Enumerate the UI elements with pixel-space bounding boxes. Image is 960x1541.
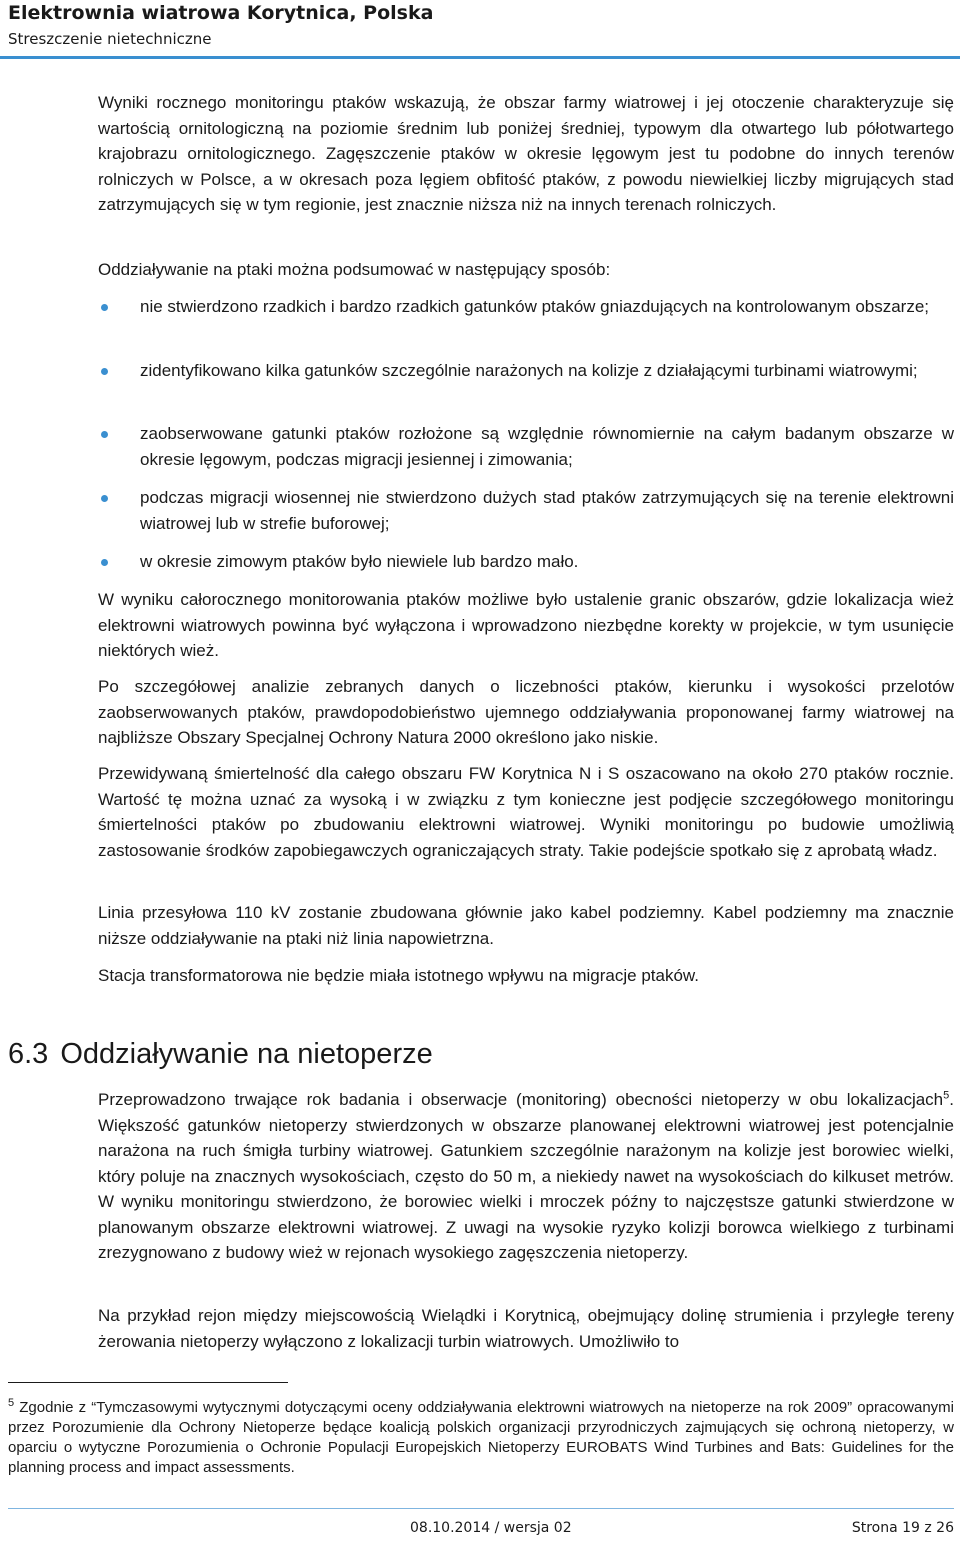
bullet-icon xyxy=(101,304,108,311)
bullet-icon xyxy=(101,431,108,438)
footnote-divider xyxy=(8,1382,288,1383)
footnote xyxy=(8,1398,954,1478)
paragraph-substation: Stacja transformatorowa nie będzie miała istotnego wpływu na migracje ptaków. xyxy=(98,966,699,985)
section-heading xyxy=(8,1038,433,1071)
document-subtitle: Streszczenie nietechniczne xyxy=(8,30,212,48)
bullet-icon xyxy=(101,559,108,566)
paragraph-impact-summary-intro: Oddziaływanie na ptaki można podsumować w następujący sposób: xyxy=(98,260,611,279)
list-item: nie stwierdzono rzadkich i bardzo rzadkich gatunków ptaków gniazdujących na kontrolowanym obszarze; xyxy=(140,297,930,316)
footer-page-number: Strona 19 z 26 xyxy=(851,1520,954,1536)
paragraph-monitoring-results: Wyniki rocznego monitoringu ptaków wskazują, że obszar farmy wiatrowej i jej otoczenie charakteryzuje się wartością ornitologiczną na poziomie średnim lub poniżej średniej, typowym dla otwartego lub półotwartego krajobrazu ornitologicznego. Zagęszczenie ptaków w okresie lęgowym jest tu podobne do innych terenów rolniczych w Polsce, a w okresach poza lęgiem obfitość ptaków, z powodu niewielkiej liczby migrujących stad zatrzymujących się w tym regionie, jest znacznie niższa niż na innych terenach rolniczych. xyxy=(98,93,954,214)
bullet-icon xyxy=(101,368,108,375)
footnote-reference[interactable]: 5 xyxy=(943,1089,950,1102)
list-item: zidentyfikowano kilka gatunków szczególnie narażonych na kolizje z działającymi turbinami wiatrowymi; xyxy=(140,361,918,380)
list-item: zaobserwowane gatunki ptaków rozłożone są względnie równomiernie na całym badanym obszarze w okresie lęgowym, podczas migracji jesiennej i zimowania; xyxy=(140,424,954,469)
paragraph-text: . Większość gatunków nietoperzy stwierdzonych w obszarze planowanej elektrowni wiatrowej jest potencjalnie narażona na ruch śmigła turbiny wiatrowej. Gatunkiem szczególnie narażonym na kolizje jest borowiec wielki, który poluje na znacznych wysokościach, często do 50 m, a niekiedy nawet na wysokościach do kilkuset metrów. W wyniku monitoringu stwierdzono, że borowiec wielki i mroczek późny to najczęstsze gatunki stwierdzone w planowanym obszarze elektrowni wiatrowej. Z uwagi na wysokie ryzyko kolizji borowca wielkiego z turbinami zrezygnowano z budowy wież w rejonach wysokiego zagęszczenia nietoperzy. xyxy=(98,1090,954,1262)
footer-date-version: 08.10.2014 / wersja 02 xyxy=(410,1520,572,1536)
paragraph-transmission-line: Linia przesyłowa 110 kV zostanie zbudowana głównie jako kabel podziemny. Kabel podziemny ma znacznie niższe oddziaływanie na ptaki niż linia napowietrzna. xyxy=(98,903,954,948)
document-title: Elektrownia wiatrowa Korytnica, Polska xyxy=(8,2,434,24)
header-divider xyxy=(0,56,960,59)
list-item: podczas migracji wiosennej nie stwierdzono dużych stad ptaków zatrzymujących się na terenie elektrowni wiatrowej lub w strefie buforowej; xyxy=(140,488,954,533)
paragraph-bat-monitoring xyxy=(98,1087,954,1266)
footer-divider xyxy=(8,1508,954,1509)
footnote-text: Zgodnie z “Tymczasowymi wytycznymi dotyczącymi oceny oddziaływania elektrowni wiatrowych na nietoperze na rok 2009” opracowanymi przez Porozumienie dla Ochrony Nietoperze będące koalicją polskich organizacji przyrodniczych zajmujących się ochroną nietoperzy, w oparciu o wytyczne Porozumienia o Ochronie Populacji Europejskich Nietoperzy EUROBATS Wind Turbines and Bats: Guidelines for the planning process and impact assessments. xyxy=(8,1399,954,1476)
paragraph-text: Przeprowadzono trwające rok badania i obserwacje (monitoring) obecności nietoperzy w obu lokalizacjach xyxy=(98,1090,944,1109)
section-number: 6.3 xyxy=(8,1038,49,1070)
page-header xyxy=(0,0,960,56)
bullet-icon xyxy=(101,495,108,502)
paragraph-boundaries: W wyniku całorocznego monitorowania ptaków możliwe było ustalenie granic obszarów, gdzie lokalizacja wież elektrowni wiatrowych powinna być wyłączona i wprowadzono niezbędne korekty w projekcie, w tym usunięcie niektórych wież. xyxy=(98,590,954,660)
section-title: Oddziaływanie na nietoperze xyxy=(60,1038,433,1070)
paragraph-natura-2000: Po szczegółowej analizie zebranych danych o liczebności ptaków, kierunku i wysokości przelotów zaobserwowanych ptaków, prawdopodobieństwo ujemnego oddziaływania proponowanej farmy wiatrowej na najbliższe Obszary Specjalnej Ochrony Natura 2000 określono jako niskie. xyxy=(98,677,954,747)
paragraph-mortality: Przewidywaną śmiertelność dla całego obszaru FW Korytnica N i S oszacowano na około 270 ptaków rocznie. Wartość tę można uznać za wysoką i w związku z tym konieczne jest podjęcie szczegółowego monitoringu śmiertelności ptaków po zbudowaniu elektrowni wiatrowej. Wyniki monitoringu po budowie umożliwią zastosowanie środków zapobiegawczych ograniczających straty. Takie podejście spotkało się z aprobatą władz. xyxy=(98,764,954,860)
footnote-number: 5 xyxy=(8,1397,15,1409)
list-item: w okresie zimowym ptaków było niewiele lub bardzo mało. xyxy=(140,552,579,571)
paragraph-exclusion-example: Na przykład rejon między miejscowością Wielądki i Korytnicą, obejmujący dolinę strumienia i przyległe tereny żerowania nietoperzy wyłączono z lokalizacji turbin wiatrowych. Umożliwiło to xyxy=(98,1306,954,1351)
